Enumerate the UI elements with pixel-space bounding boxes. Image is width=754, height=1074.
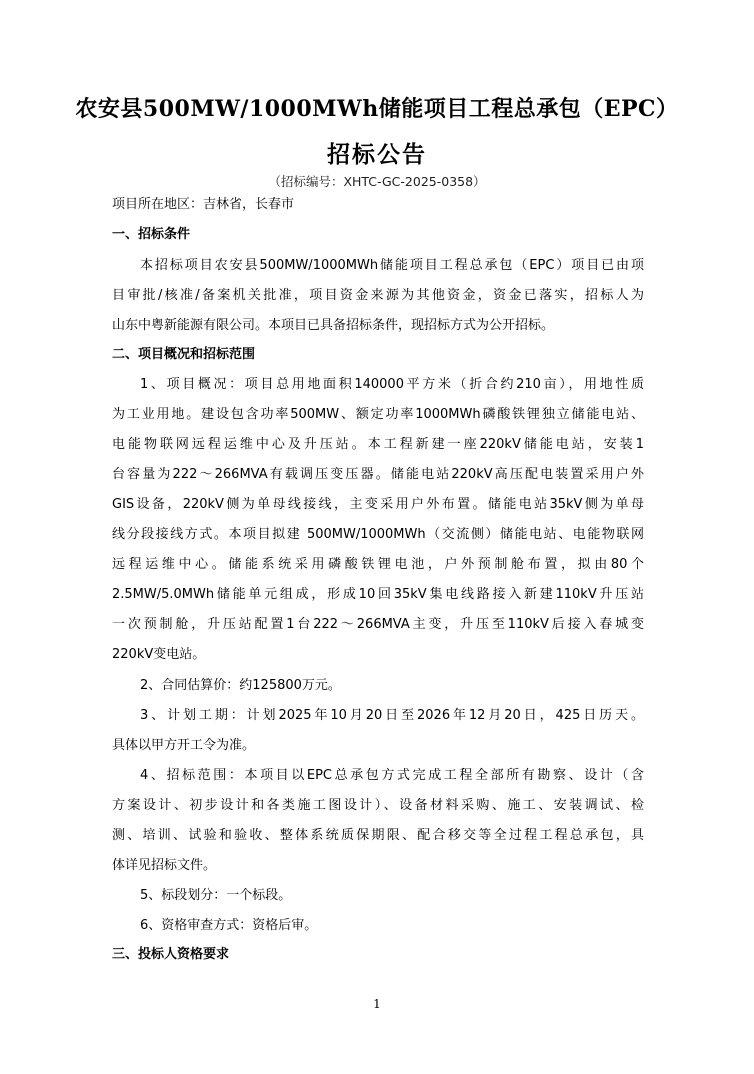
paragraph-line: 5、标段划分：一个标段。	[140, 888, 292, 903]
paragraph-line: 2.5MW/5.0MWh储能单元组成，形成10回35kV集电线路接入新建110kV升压站	[112, 587, 644, 602]
paragraph-line: 3、计划工期：计划2025年10月20日至2026年12月20日，425日历天。	[140, 708, 644, 723]
paragraph-line: 为工业用地。建设包含功率500MW、额定功率1000MWh磷酸铁锂独立储能电站、	[112, 407, 644, 422]
document-title: 农安县500MW/1000MWh储能项目工程总承包（EPC）	[75, 96, 679, 122]
section-heading: 二、项目概况和招标范围	[112, 347, 256, 362]
document-title-line2: 招标公告	[327, 141, 427, 168]
paragraph-line: 体详见招标文件。	[112, 858, 217, 873]
section-heading: 三、投标人资格要求	[112, 947, 230, 962]
paragraph-line: 台容量为222～266MVA有载调压变压器。储能电站220kV高压配电装置采用户外	[112, 467, 644, 482]
paragraph-line: 测、培训、试验和验收、整体系统质保期限、配合移交等全过程工程总承包，具	[112, 828, 644, 843]
paragraph-line: 电能物联网远程运维中心及升压站。本工程新建一座220kV储能电站，安装1	[112, 437, 644, 452]
paragraph-line: 山东中粤新能源有限公司。本项目已具备招标条件，现招标方式为公开招标。	[112, 318, 555, 333]
paragraph-line: GIS设备，220kV侧为单母线接线，主变采用户外布置。储能电站35kV侧为单母	[112, 497, 644, 512]
paragraph-line: 本招标项目农安县500MW/1000MWh储能项目工程总承包（EPC）项目已由项	[140, 258, 644, 273]
paragraph-line: 4、招标范围：本项目以EPC总承包方式完成工程全部所有勘察、设计（含	[140, 768, 644, 783]
paragraph-line: 220kV变电站。	[112, 647, 206, 662]
section-heading: 一、招标条件	[112, 227, 191, 242]
page-number: 1	[373, 997, 381, 1011]
paragraph-line: 远程运维中心。储能系统采用磷酸铁锂电池，户外预制舱布置，拟由80个	[112, 557, 644, 572]
paragraph-line: 目审批/核准/备案机关批准，项目资金来源为其他资金，资金已落实，招标人为	[112, 288, 644, 303]
paragraph-line: 线分段接线方式。本项目拟建 500MW/1000MWh（交流侧）储能电站、电能物联网	[112, 527, 644, 542]
bid-number: （招标编号：XHTC-GC-2025-0358）	[268, 174, 486, 189]
paragraph-line: 具体以甲方开工令为准。	[112, 738, 256, 753]
paragraph-line: 1、项目概况：项目总用地面积140000平方米（折合约210亩），用地性质	[140, 377, 644, 392]
paragraph-line: 2、合同估算价：约125800万元。	[140, 678, 341, 693]
paragraph-line: 一次预制舱，升压站配置1台222～266MVA主变，升压至110kV后接入春城变	[112, 617, 644, 632]
paragraph-line: 方案设计、初步设计和各类施工图设计）、设备材料采购、施工、安装调试、检	[112, 798, 644, 813]
project-location: 项目所在地区：吉林省，长春市	[112, 197, 295, 212]
paragraph-line: 6、资格审查方式：资格后审。	[140, 918, 318, 933]
